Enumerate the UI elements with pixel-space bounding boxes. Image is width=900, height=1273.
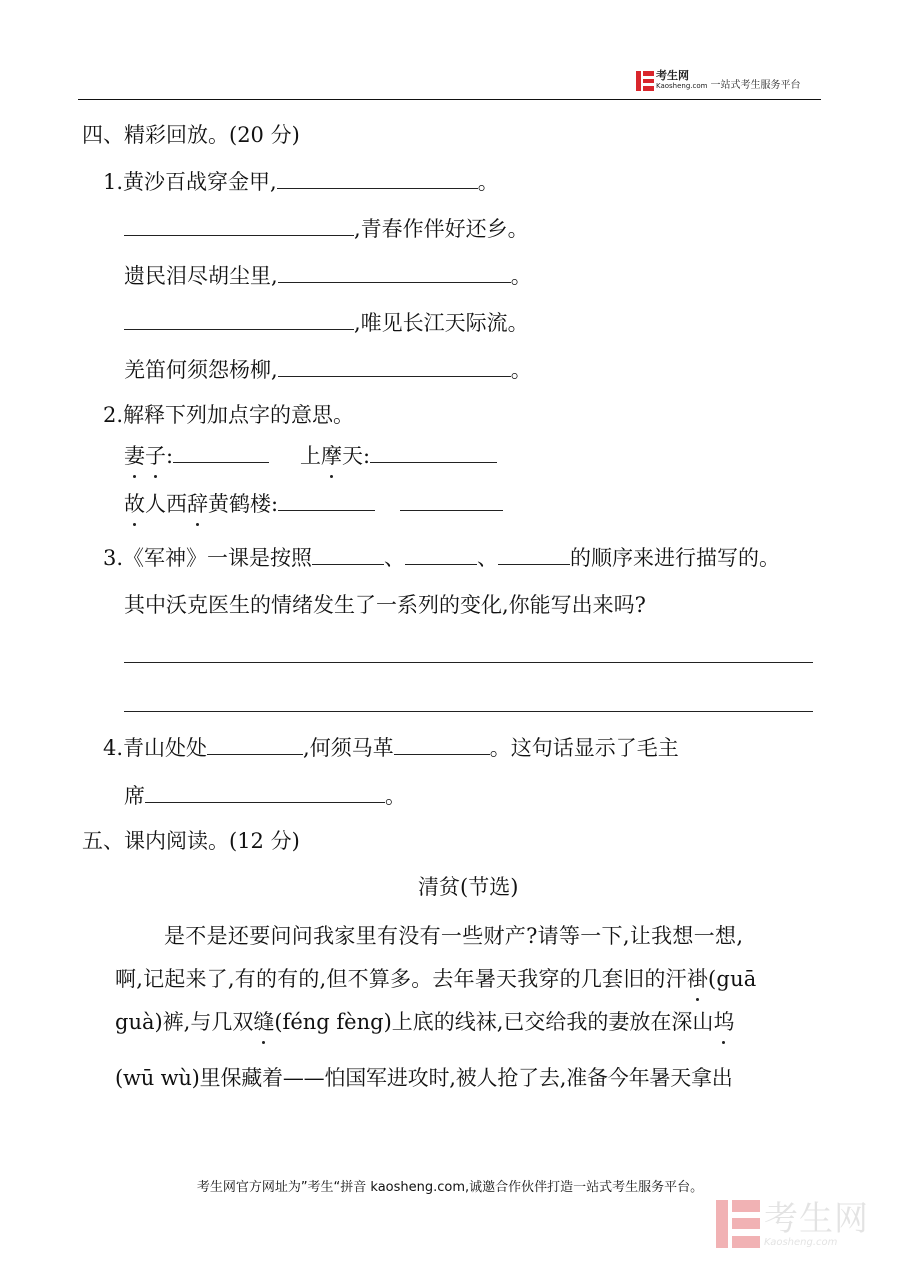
passage-line4: (wū wù)里保藏着——怕国军进攻时,被人抢了去,准备今年暑天拿出 [115, 1066, 733, 1090]
q1-line3-text: 遗民泪尽胡尘里, [124, 264, 278, 288]
q1-line3: 遗民泪尽胡尘里, 。 [124, 260, 532, 291]
q4-line1: 4.青山处处 ,何须马革 。这句话显示了毛主 [103, 732, 679, 763]
dotted-char: 辞 [187, 489, 208, 519]
answer-blank[interactable] [394, 732, 490, 755]
answer-blank[interactable] [405, 542, 477, 565]
section4-title: 四、精彩回放。(20 分) [82, 123, 300, 147]
q1-line2-text: ,青春作伴好还乡。 [354, 217, 529, 241]
answer-blank[interactable] [278, 260, 511, 283]
answer-blank[interactable] [173, 440, 269, 463]
passage-title: 清贫(节选) [418, 875, 519, 899]
q1-line2 [124, 213, 529, 244]
logo-text: 考生网 [656, 68, 689, 82]
section5-title: 五、课内阅读。(12 分) [82, 829, 300, 853]
dotted-char: 缝 [253, 1007, 274, 1037]
answer-blank[interactable] [400, 488, 503, 511]
passage-line2: 啊,记起来了,有的有的,但不算多。去年暑天我穿的几套旧的汗褂(guā [115, 964, 757, 994]
answer-line[interactable] [124, 662, 813, 663]
dotted-char: 故 [124, 489, 145, 519]
q1-line1-text: 1.黄沙百战穿金甲, [103, 170, 277, 194]
q3-line1-text: 3.《军神》一课是按照 [103, 546, 313, 570]
q1-line4-text: ,唯见长江天际流。 [354, 311, 529, 335]
q3-line1: 3.《军神》一课是按照 、 、 的顺序来进行描写的。 [103, 542, 780, 573]
passage-line1: 是不是还要问问我家里有没有一些财产?请等一下,让我想一想, [164, 924, 744, 948]
watermark-logo-icon [716, 1200, 760, 1248]
kaosheng-logo-icon [636, 71, 654, 91]
q2-word3: 故人西辞黄鹤楼: [124, 488, 503, 519]
q2-prompt: 2.解释下列加点字的意思。 [103, 403, 355, 427]
dotted-char: 褂 [687, 964, 708, 994]
passage-line3: guà)裤,与几双缝(féng fèng)上底的线袜,已交给我的妻放在深山坞 [115, 1007, 734, 1037]
q4-line1-text: 4.青山处处 [103, 736, 208, 760]
answer-blank[interactable] [207, 732, 303, 755]
answer-blank[interactable] [124, 213, 354, 236]
q1-line1: 1.黄沙百战穿金甲, 。 [103, 166, 499, 197]
answer-blank[interactable] [370, 440, 497, 463]
dotted-char: 坞 [713, 1007, 734, 1037]
answer-blank[interactable] [278, 488, 375, 511]
header-divider [78, 99, 821, 100]
dotted-char: 子 [145, 441, 166, 471]
answer-blank[interactable] [124, 307, 354, 330]
q1-line4 [124, 307, 529, 338]
watermark-domain: Kaosheng.com [764, 1237, 838, 1248]
q2-word1: 妻子: [124, 440, 269, 471]
dotted-char: 摩 [321, 441, 342, 471]
q4-line2: 席 。 [124, 780, 406, 811]
q1-line5: 羌笛何须怨杨柳, 。 [124, 354, 532, 385]
q2-word2: 上摩天: [300, 440, 497, 471]
q1-line5-text: 羌笛何须怨杨柳, [124, 358, 278, 382]
answer-blank[interactable] [145, 780, 385, 803]
footer-text: 考生网官方网址为”考生“拼音 kaosheng.com,诚邀合作伙伴打造一站式考生服务平台。 [196, 1180, 704, 1195]
logo-domain: Kaosheng.com [656, 81, 708, 90]
answer-blank[interactable] [277, 166, 478, 189]
dotted-char: 妻 [124, 441, 145, 471]
header-slogan: 一站式考生服务平台 [710, 80, 801, 91]
answer-blank[interactable] [278, 354, 511, 377]
watermark [716, 1200, 869, 1248]
answer-line[interactable] [124, 711, 813, 712]
answer-blank[interactable] [312, 542, 384, 565]
q3-line2: 其中沃克医生的情绪发生了一系列的变化,你能写出来吗? [124, 593, 646, 617]
header-logo [636, 70, 801, 91]
answer-blank[interactable] [498, 542, 570, 565]
watermark-text: 考生网 [764, 1199, 869, 1239]
